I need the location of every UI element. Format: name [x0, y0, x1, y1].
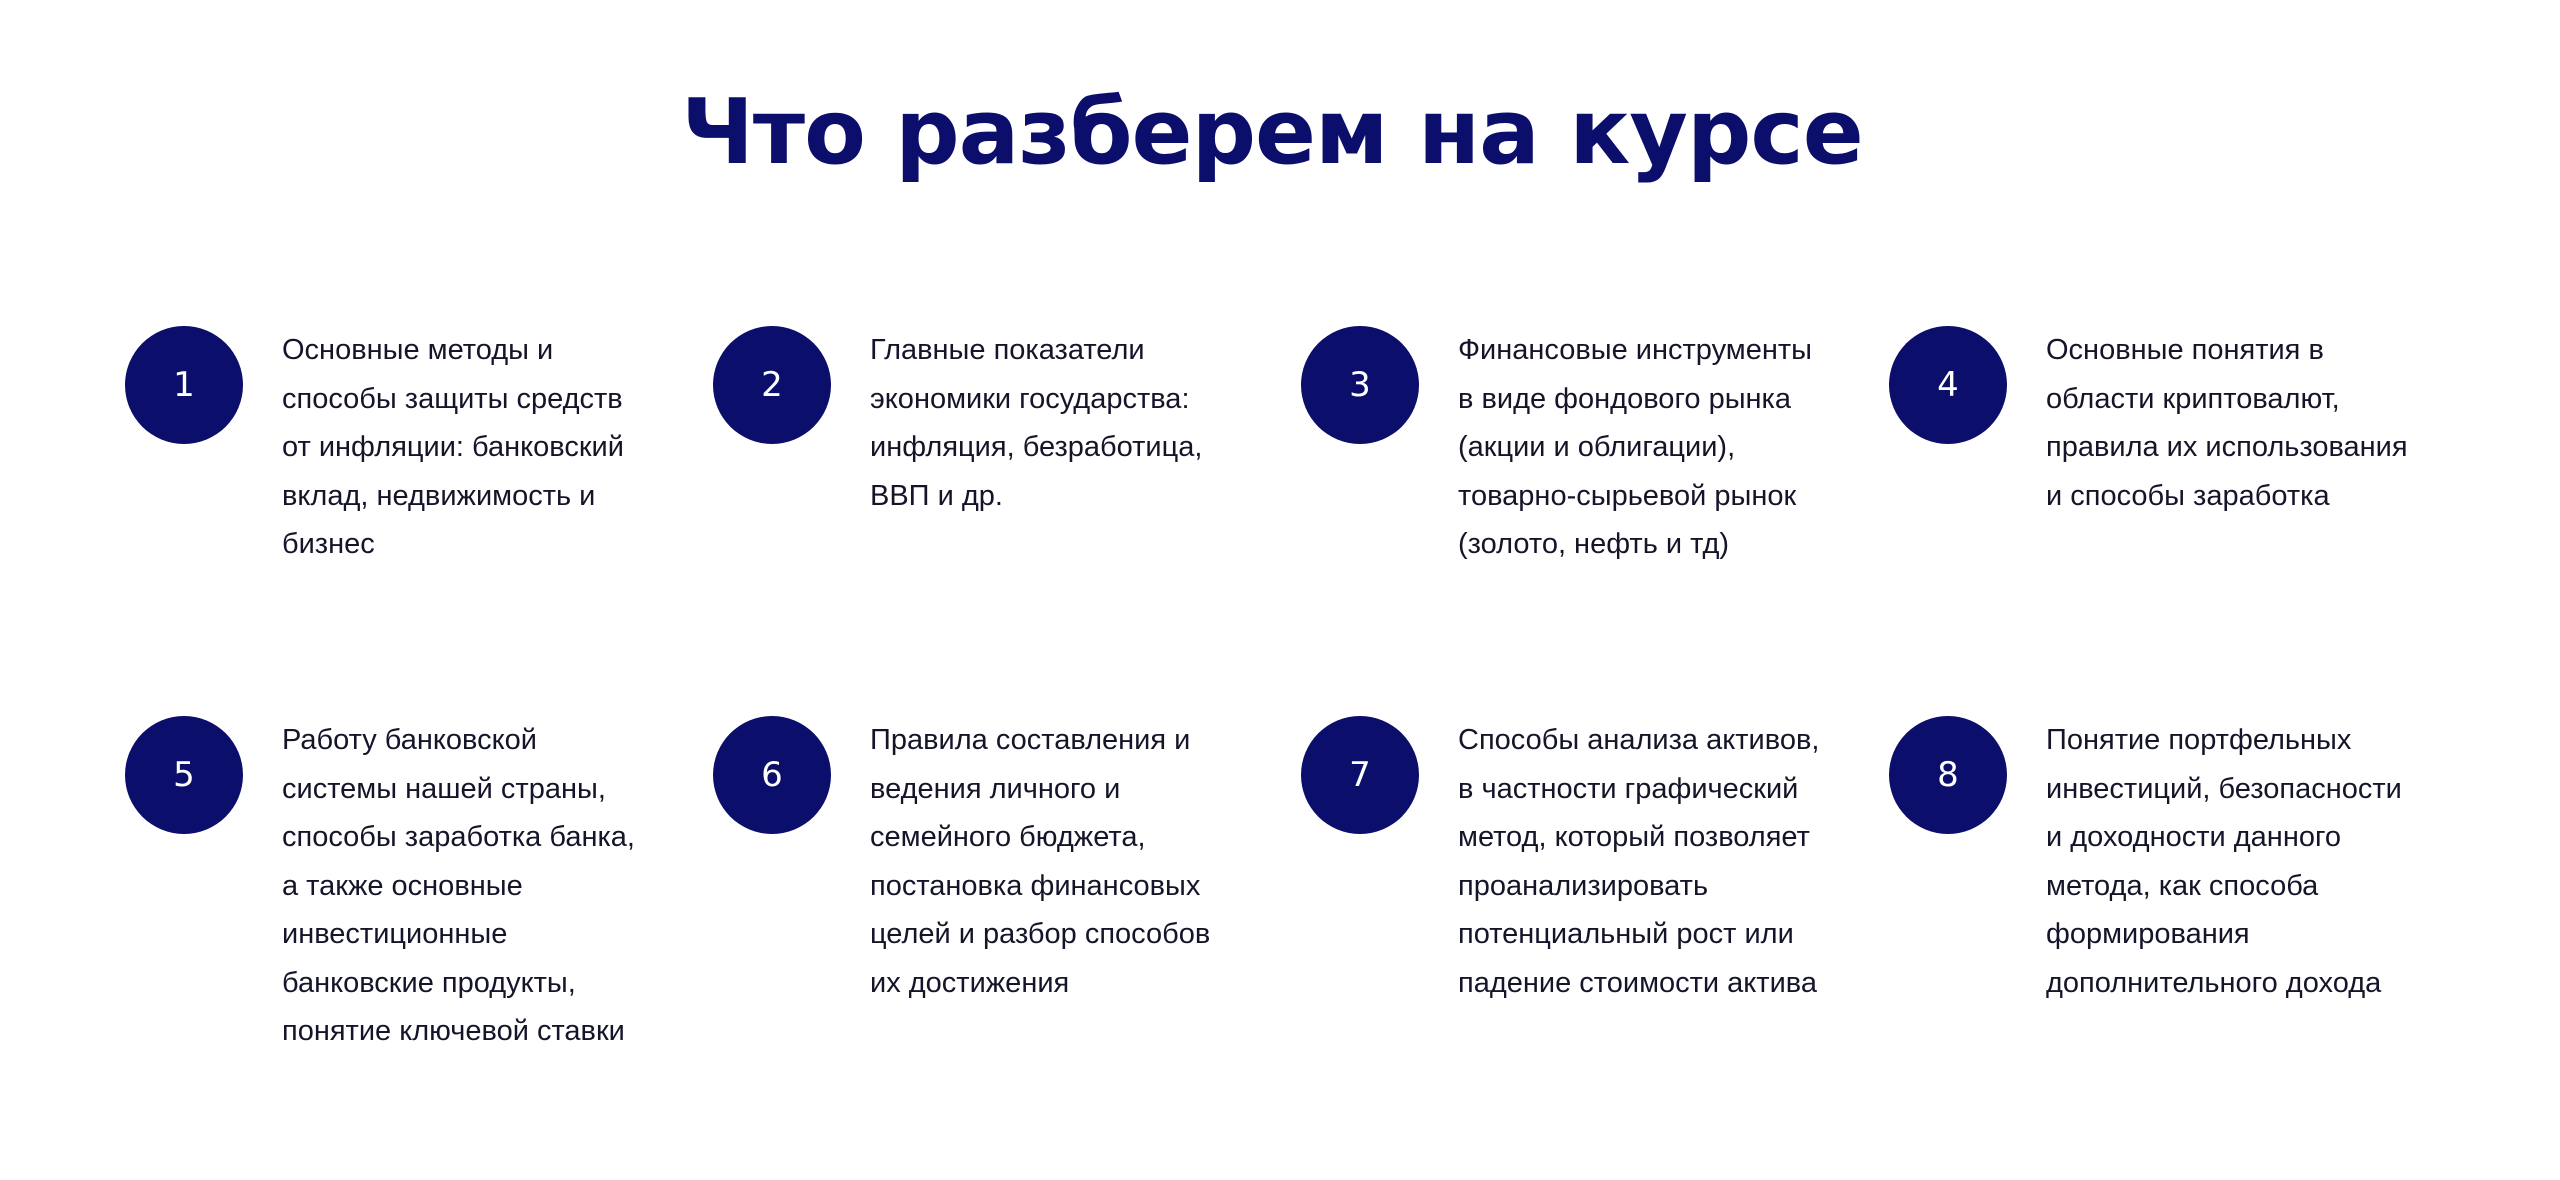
course-topic-3 — [1301, 326, 1861, 726]
topic-number-badge: 7 — [1301, 716, 1419, 834]
topic-description: Правила составления и ведения личного и семейного бюджета, постановка финансовых целей и разбор способов их достижения — [870, 724, 1211, 999]
topic-description: Работу банковской системы нашей страны, способы заработка банка, а также основные инвестиционные банковские продукты, понятие ключевой ставки — [282, 724, 635, 1047]
topic-number-badge: 6 — [713, 716, 831, 834]
topic-description: Основные методы и способы защиты средств от инфляции: банковский вклад, недвижимость и бизнес — [282, 334, 624, 560]
course-topic-8 — [1889, 716, 2449, 1116]
topic-description: Главные показатели экономики государства: инфляция, безработица, ВВП и др. — [870, 334, 1203, 512]
topic-number-badge: 8 — [1889, 716, 2007, 834]
topic-number-badge: 3 — [1301, 326, 1419, 444]
course-topic-6 — [713, 716, 1273, 1116]
course-topic-1 — [125, 326, 685, 726]
topic-number-badge: 2 — [713, 326, 831, 444]
course-topic-7 — [1301, 716, 1861, 1116]
topic-number-badge: 1 — [125, 326, 243, 444]
topic-description: Способы анализа активов, в частности графический метод, который позволяет проанализировать потенциальный рост или падение стоимости актива — [1458, 724, 1820, 999]
course-topic-2 — [713, 326, 1273, 726]
topic-number-badge: 5 — [125, 716, 243, 834]
section-title: Что разберем на курсе — [681, 80, 1863, 185]
topic-description: Понятие портфельных инвестиций, безопасности и доходности данного метода, как способа формирования дополнительного дохода — [2046, 724, 2402, 999]
topic-number-badge: 4 — [1889, 326, 2007, 444]
topic-description: Основные понятия в области криптовалют, правила их использования и способы заработка — [2046, 334, 2408, 512]
course-topic-5 — [125, 716, 685, 1116]
course-topic-4 — [1889, 326, 2449, 726]
topic-description: Финансовые инструменты в виде фондового рынка (акции и облигации), товарно-сырьевой рынок (золото, нефть и тд) — [1458, 334, 1812, 560]
